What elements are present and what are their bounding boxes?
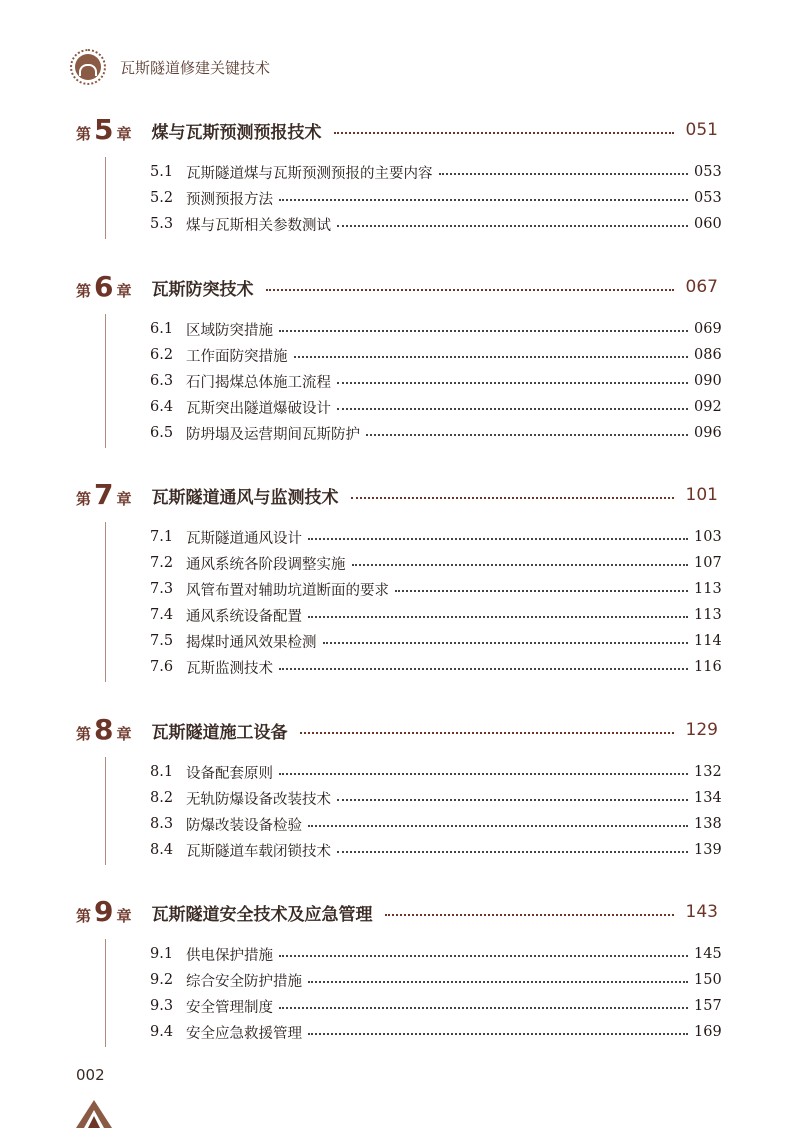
section-number: 6.2 xyxy=(150,347,174,363)
section-number: 5.2 xyxy=(150,190,174,206)
chapter-suffix: 章 xyxy=(116,907,132,925)
section-leader-dots xyxy=(279,330,688,332)
section-leader-dots xyxy=(352,564,689,566)
section-title: 通风系统设备配置 xyxy=(186,608,302,625)
section-number: 9.1 xyxy=(150,946,174,962)
section-leader-dots xyxy=(308,825,688,827)
chapter-suffix: 章 xyxy=(116,490,132,508)
section-title: 煤与瓦斯相关参数测试 xyxy=(186,217,331,234)
toc-section-row[interactable] xyxy=(150,318,720,340)
chapter-page: 143 xyxy=(685,902,718,922)
section-page: 157 xyxy=(694,998,722,1014)
section-title: 防坍塌及运营期间瓦斯防护 xyxy=(186,426,360,443)
section-title: 揭煤时通风效果检测 xyxy=(186,634,317,651)
section-title: 工作面防突措施 xyxy=(186,348,288,365)
section-page: 145 xyxy=(694,946,722,962)
chapter-heading-row[interactable] xyxy=(76,478,718,512)
section-page: 113 xyxy=(694,607,722,623)
chapter-number: 7 xyxy=(94,478,114,511)
section-leader-dots xyxy=(308,616,688,618)
chapter-title: 瓦斯隧道施工设备 xyxy=(151,722,288,743)
toc-section-row[interactable] xyxy=(150,604,720,626)
section-number: 8.3 xyxy=(150,816,174,832)
section-page: 053 xyxy=(694,190,722,206)
section-title: 区域防突措施 xyxy=(186,322,273,339)
toc-section-row[interactable] xyxy=(150,1021,720,1043)
chapter-title: 瓦斯隧道通风与监测技术 xyxy=(151,487,339,508)
section-title: 防爆改装设备检验 xyxy=(186,817,302,834)
chapter-leader-dots xyxy=(300,732,674,734)
chapter-prefix: 第 xyxy=(76,490,92,508)
section-number: 7.3 xyxy=(150,581,174,597)
chapter-heading-row[interactable] xyxy=(76,895,718,929)
section-title: 无轨防爆设备改装技术 xyxy=(186,791,331,808)
chapter-label xyxy=(76,270,132,303)
section-page: 139 xyxy=(694,842,722,858)
section-leader-dots xyxy=(337,225,688,227)
section-page: 060 xyxy=(694,216,722,232)
book-logo-icon xyxy=(70,49,106,85)
toc-section-row[interactable] xyxy=(150,787,720,809)
chapter-heading-row[interactable] xyxy=(76,713,718,747)
section-leader-dots xyxy=(337,382,688,384)
section-page: 053 xyxy=(694,164,722,180)
section-page: 134 xyxy=(694,790,722,806)
toc-section-row[interactable] xyxy=(150,213,720,235)
section-number: 6.4 xyxy=(150,399,174,415)
section-title: 石门揭煤总体施工流程 xyxy=(186,374,331,391)
toc-section-row[interactable] xyxy=(150,370,720,392)
toc-section-row[interactable] xyxy=(150,630,720,652)
chapter-vertical-rule xyxy=(105,939,106,1047)
chapter-title: 瓦斯隧道安全技术及应急管理 xyxy=(151,904,373,925)
section-title: 瓦斯突出隧道爆破设计 xyxy=(186,400,331,417)
section-page: 092 xyxy=(694,399,722,415)
toc-section-row[interactable] xyxy=(150,161,720,183)
section-title: 风管布置对辅助坑道断面的要求 xyxy=(186,582,389,599)
chapter-page: 101 xyxy=(685,485,718,505)
toc-section-row[interactable] xyxy=(150,578,720,600)
section-number: 8.2 xyxy=(150,790,174,806)
chapter-suffix: 章 xyxy=(116,125,132,143)
chapter-vertical-rule xyxy=(105,157,106,239)
section-leader-dots xyxy=(279,668,688,670)
toc-section-row[interactable] xyxy=(150,813,720,835)
section-title: 安全管理制度 xyxy=(186,999,273,1016)
chapter-suffix: 章 xyxy=(116,282,132,300)
page-header xyxy=(70,45,270,89)
section-number: 5.1 xyxy=(150,164,174,180)
chapter-vertical-rule xyxy=(105,522,106,682)
chapter-number: 5 xyxy=(94,113,114,146)
section-page: 116 xyxy=(694,659,722,675)
section-number: 6.1 xyxy=(150,321,174,337)
page-number: 002 xyxy=(76,1066,105,1084)
chapter-leader-dots xyxy=(351,497,674,499)
section-leader-dots xyxy=(308,538,688,540)
section-leader-dots xyxy=(337,851,688,853)
section-title: 综合安全防护措施 xyxy=(186,973,302,990)
chapter-label xyxy=(76,713,132,746)
chapter-label xyxy=(76,895,132,928)
chapter-title: 瓦斯防突技术 xyxy=(151,279,254,300)
chapter-leader-dots xyxy=(334,132,674,134)
footer-mountain-icon xyxy=(76,1100,112,1128)
toc-section-row[interactable] xyxy=(150,943,720,965)
toc-section-row[interactable] xyxy=(150,187,720,209)
chapter-heading-row[interactable] xyxy=(76,270,718,304)
section-leader-dots xyxy=(337,799,688,801)
chapter-label xyxy=(76,478,132,511)
toc-section-row[interactable] xyxy=(150,969,720,991)
chapter-leader-dots xyxy=(385,914,674,916)
section-leader-dots xyxy=(395,590,688,592)
section-title: 安全应急救援管理 xyxy=(186,1025,302,1042)
chapter-prefix: 第 xyxy=(76,907,92,925)
chapter-label xyxy=(76,113,132,146)
section-number: 7.4 xyxy=(150,607,174,623)
toc-section-row[interactable] xyxy=(150,761,720,783)
section-number: 9.3 xyxy=(150,998,174,1014)
section-page: 132 xyxy=(694,764,722,780)
section-page: 069 xyxy=(694,321,722,337)
section-leader-dots xyxy=(308,981,688,983)
section-leader-dots xyxy=(294,356,689,358)
section-number: 8.4 xyxy=(150,842,174,858)
chapter-prefix: 第 xyxy=(76,282,92,300)
section-page: 138 xyxy=(694,816,722,832)
section-page: 113 xyxy=(694,581,722,597)
toc-section-row[interactable] xyxy=(150,396,720,418)
toc-section-row[interactable] xyxy=(150,422,720,444)
section-page: 114 xyxy=(694,633,722,649)
chapter-number: 8 xyxy=(94,713,114,746)
section-number: 9.2 xyxy=(150,972,174,988)
section-page: 103 xyxy=(694,529,722,545)
section-number: 8.1 xyxy=(150,764,174,780)
section-leader-dots xyxy=(337,408,688,410)
section-number: 9.4 xyxy=(150,1024,174,1040)
chapter-prefix: 第 xyxy=(76,725,92,743)
section-title: 设备配套原则 xyxy=(186,765,273,782)
section-leader-dots xyxy=(279,955,688,957)
section-title: 瓦斯隧道煤与瓦斯预测预报的主要内容 xyxy=(186,165,433,182)
chapter-title: 煤与瓦斯预测预报技术 xyxy=(151,122,322,143)
chapter-page: 129 xyxy=(685,720,718,740)
chapter-heading-row[interactable] xyxy=(76,113,718,147)
section-leader-dots xyxy=(308,1033,688,1035)
chapter-vertical-rule xyxy=(105,314,106,448)
section-number: 7.5 xyxy=(150,633,174,649)
section-title: 瓦斯隧道车载闭锁技术 xyxy=(186,843,331,860)
section-title: 瓦斯监测技术 xyxy=(186,660,273,677)
chapter-number: 6 xyxy=(94,270,114,303)
chapter-page: 051 xyxy=(685,120,718,140)
section-leader-dots xyxy=(366,434,688,436)
book-title: 瓦斯隧道修建关键技术 xyxy=(120,58,271,77)
section-leader-dots xyxy=(279,773,688,775)
chapter-number: 9 xyxy=(94,895,114,928)
section-leader-dots xyxy=(279,199,688,201)
section-number: 7.6 xyxy=(150,659,174,675)
toc-section-row[interactable] xyxy=(150,995,720,1017)
section-number: 6.3 xyxy=(150,373,174,389)
section-number: 7.2 xyxy=(150,555,174,571)
section-page: 090 xyxy=(694,373,722,389)
chapter-prefix: 第 xyxy=(76,125,92,143)
section-leader-dots xyxy=(279,1007,688,1009)
section-title: 瓦斯隧道通风设计 xyxy=(186,530,302,547)
chapter-leader-dots xyxy=(266,289,674,291)
section-title: 供电保护措施 xyxy=(186,947,273,964)
toc-section-row[interactable] xyxy=(150,552,720,574)
section-number: 5.3 xyxy=(150,216,174,232)
section-page: 150 xyxy=(694,972,722,988)
chapter-vertical-rule xyxy=(105,757,106,865)
chapter-page: 067 xyxy=(685,277,718,297)
section-number: 7.1 xyxy=(150,529,174,545)
section-page: 096 xyxy=(694,425,722,441)
toc-section-row[interactable] xyxy=(150,526,720,548)
section-page: 169 xyxy=(694,1024,722,1040)
chapter-suffix: 章 xyxy=(116,725,132,743)
toc-section-row[interactable] xyxy=(150,839,720,861)
section-number: 6.5 xyxy=(150,425,174,441)
section-leader-dots xyxy=(323,642,689,644)
section-leader-dots xyxy=(439,173,689,175)
section-title: 通风系统各阶段调整实施 xyxy=(186,556,346,573)
section-page: 086 xyxy=(694,347,722,363)
toc-section-row[interactable] xyxy=(150,656,720,678)
section-title: 预测预报方法 xyxy=(186,191,273,208)
toc-section-row[interactable] xyxy=(150,344,720,366)
section-page: 107 xyxy=(694,555,722,571)
